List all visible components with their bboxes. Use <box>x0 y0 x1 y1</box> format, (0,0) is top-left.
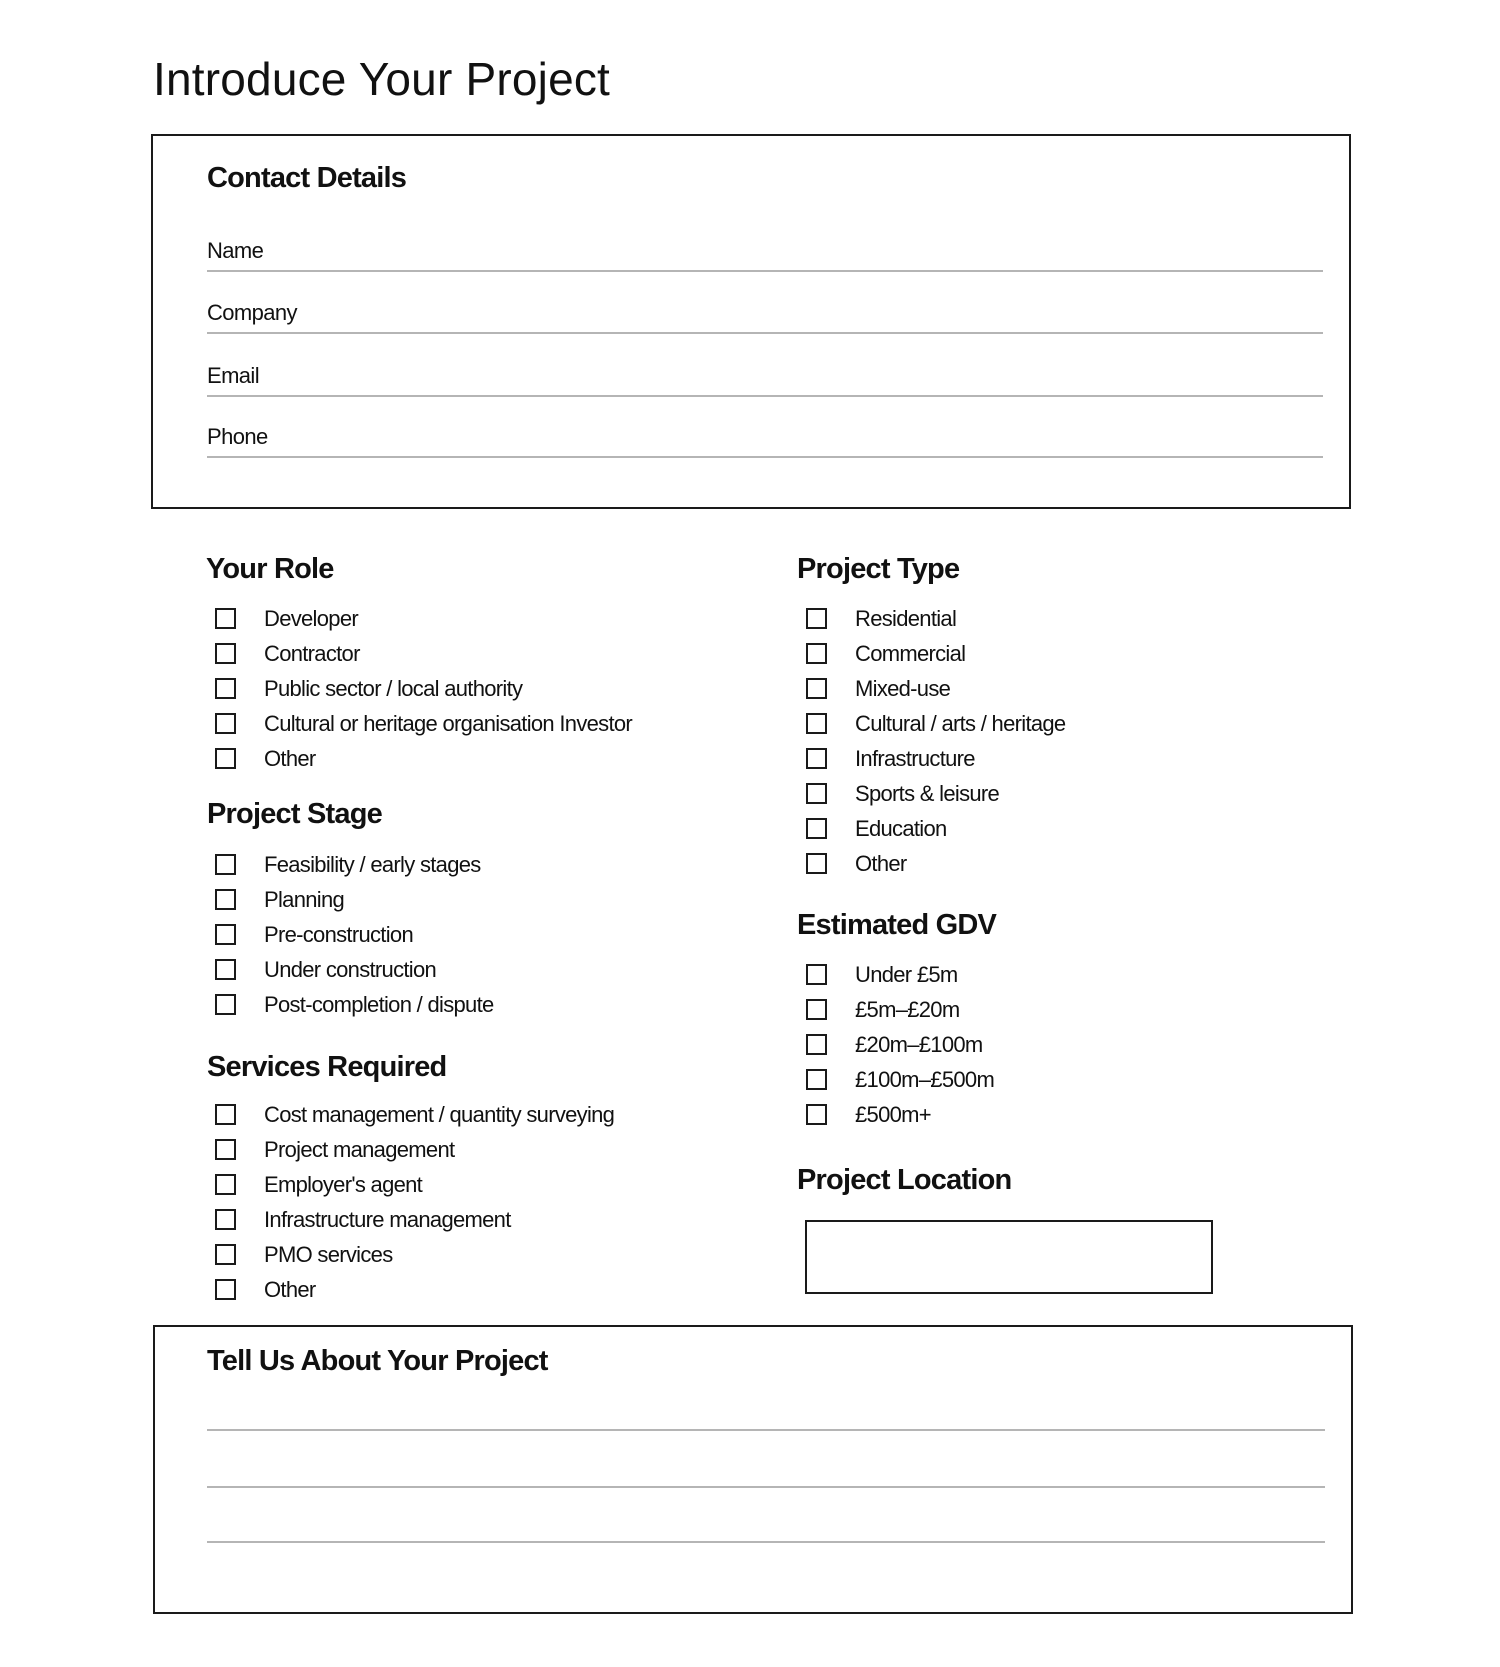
type-option-label: Education <box>855 815 947 841</box>
gdv-option-label: Under £5m <box>855 961 958 987</box>
type-option-label: Mixed-use <box>855 675 951 701</box>
stage-option-label: Post-completion / dispute <box>264 991 494 1017</box>
checkbox[interactable] <box>215 748 236 769</box>
project-location-heading: Project Location <box>797 1164 1012 1196</box>
checkbox[interactable] <box>215 959 236 980</box>
about-project-heading: Tell Us About Your Project <box>207 1345 548 1377</box>
services-required-heading: Services Required <box>207 1051 447 1083</box>
role-option-other[interactable] <box>206 741 632 776</box>
checkbox[interactable] <box>806 1034 827 1055</box>
checkbox[interactable] <box>806 713 827 734</box>
type-option-cultural[interactable] <box>797 706 1065 741</box>
checkbox[interactable] <box>806 818 827 839</box>
role-option-label: Contractor <box>264 640 360 666</box>
project-type-heading: Project Type <box>797 553 960 585</box>
checkbox[interactable] <box>215 854 236 875</box>
stage-option-planning[interactable] <box>206 882 494 917</box>
service-option-infrastructure-management[interactable] <box>206 1202 614 1237</box>
stage-option-label: Planning <box>264 886 345 912</box>
about-project-line[interactable] <box>207 1541 1325 1543</box>
type-option-label: Cultural / arts / heritage <box>855 710 1066 736</box>
gdv-option-label: £20m–£100m <box>855 1031 983 1057</box>
stage-option-pre-construction[interactable] <box>206 917 494 952</box>
project-type-list <box>797 601 1065 881</box>
contact-details-heading: Contact Details <box>207 162 407 194</box>
type-option-sports-leisure[interactable] <box>797 776 1065 811</box>
gdv-option-label: £100m–£500m <box>855 1066 995 1092</box>
type-option-label: Infrastructure <box>855 745 975 771</box>
company-label: Company <box>207 300 297 325</box>
service-option-label: Project management <box>264 1136 455 1162</box>
service-option-other[interactable] <box>206 1272 614 1307</box>
service-option-label: PMO services <box>264 1241 393 1267</box>
checkbox[interactable] <box>215 889 236 910</box>
stage-option-label: Under construction <box>264 956 437 982</box>
stage-option-label: Pre-construction <box>264 921 413 947</box>
checkbox[interactable] <box>215 643 236 664</box>
email-field[interactable] <box>207 353 1323 397</box>
your-role-heading: Your Role <box>206 553 334 585</box>
type-option-infrastructure[interactable] <box>797 741 1065 776</box>
gdv-option-under-5m[interactable] <box>797 957 994 992</box>
type-option-education[interactable] <box>797 811 1065 846</box>
checkbox[interactable] <box>215 678 236 699</box>
your-role-list <box>206 601 632 776</box>
gdv-option-label: £5m–£20m <box>855 996 960 1022</box>
phone-label: Phone <box>207 424 268 449</box>
checkbox[interactable] <box>215 713 236 734</box>
type-option-commercial[interactable] <box>797 636 1065 671</box>
role-option-developer[interactable] <box>206 601 632 636</box>
service-option-project-management[interactable] <box>206 1132 614 1167</box>
service-option-cost-management[interactable] <box>206 1097 614 1132</box>
phone-field[interactable] <box>207 414 1323 458</box>
role-option-label: Other <box>264 745 316 771</box>
service-option-label: Employer's agent <box>264 1171 423 1197</box>
checkbox[interactable] <box>215 994 236 1015</box>
role-option-contractor[interactable] <box>206 636 632 671</box>
gdv-option-5m-20m[interactable] <box>797 992 994 1027</box>
service-option-label: Other <box>264 1276 316 1302</box>
checkbox[interactable] <box>806 964 827 985</box>
type-option-label: Commercial <box>855 640 966 666</box>
service-option-employers-agent[interactable] <box>206 1167 614 1202</box>
type-option-label: Other <box>855 850 907 876</box>
stage-option-under-construction[interactable] <box>206 952 494 987</box>
page-title: Introduce Your Project <box>153 53 611 105</box>
checkbox[interactable] <box>215 1209 236 1230</box>
type-option-label: Residential <box>855 605 957 631</box>
services-required-list <box>206 1097 614 1307</box>
checkbox[interactable] <box>215 1279 236 1300</box>
checkbox[interactable] <box>215 1244 236 1265</box>
project-stage-heading: Project Stage <box>207 798 382 830</box>
checkbox[interactable] <box>215 1104 236 1125</box>
checkbox[interactable] <box>806 643 827 664</box>
role-option-label: Cultural or heritage organisation Investor <box>264 710 633 736</box>
checkbox[interactable] <box>215 1139 236 1160</box>
about-project-line[interactable] <box>207 1429 1325 1431</box>
service-option-label: Infrastructure management <box>264 1206 511 1232</box>
contact-details-section <box>151 134 1351 509</box>
name-field[interactable] <box>207 228 1323 272</box>
role-option-label: Developer <box>264 605 358 631</box>
project-stage-list <box>206 847 494 1022</box>
estimated-gdv-list <box>797 957 994 1132</box>
checkbox[interactable] <box>215 1174 236 1195</box>
checkbox[interactable] <box>806 678 827 699</box>
estimated-gdv-heading: Estimated GDV <box>797 909 997 941</box>
role-option-public-sector[interactable] <box>206 671 632 706</box>
about-project-section <box>153 1325 1353 1614</box>
stage-option-label: Feasibility / early stages <box>264 851 481 877</box>
role-option-cultural-investor[interactable] <box>206 706 632 741</box>
gdv-option-100m-500m[interactable] <box>797 1062 994 1097</box>
project-location-input[interactable] <box>805 1220 1213 1294</box>
gdv-option-500m-plus[interactable] <box>797 1097 994 1132</box>
checkbox[interactable] <box>806 608 827 629</box>
type-option-other[interactable] <box>797 846 1065 881</box>
checkbox[interactable] <box>215 608 236 629</box>
checkbox[interactable] <box>806 748 827 769</box>
service-option-label: Cost management / quantity surveying <box>264 1101 615 1127</box>
checkbox[interactable] <box>806 999 827 1020</box>
name-label: Name <box>207 238 264 263</box>
gdv-option-label: £500m+ <box>855 1101 931 1127</box>
checkbox[interactable] <box>215 924 236 945</box>
stage-option-post-completion[interactable] <box>206 987 494 1022</box>
service-option-pmo-services[interactable] <box>206 1237 614 1272</box>
checkbox[interactable] <box>806 1104 827 1125</box>
company-field[interactable] <box>207 290 1323 334</box>
type-option-label: Sports & leisure <box>855 780 1000 806</box>
checkbox[interactable] <box>806 1069 827 1090</box>
checkbox[interactable] <box>806 783 827 804</box>
checkbox[interactable] <box>806 853 827 874</box>
stage-option-feasibility[interactable] <box>206 847 494 882</box>
gdv-option-20m-100m[interactable] <box>797 1027 994 1062</box>
role-option-label: Public sector / local authority <box>264 675 523 701</box>
about-project-line[interactable] <box>207 1486 1325 1488</box>
email-label: Email <box>207 363 260 388</box>
type-option-mixed-use[interactable] <box>797 671 1065 706</box>
type-option-residential[interactable] <box>797 601 1065 636</box>
